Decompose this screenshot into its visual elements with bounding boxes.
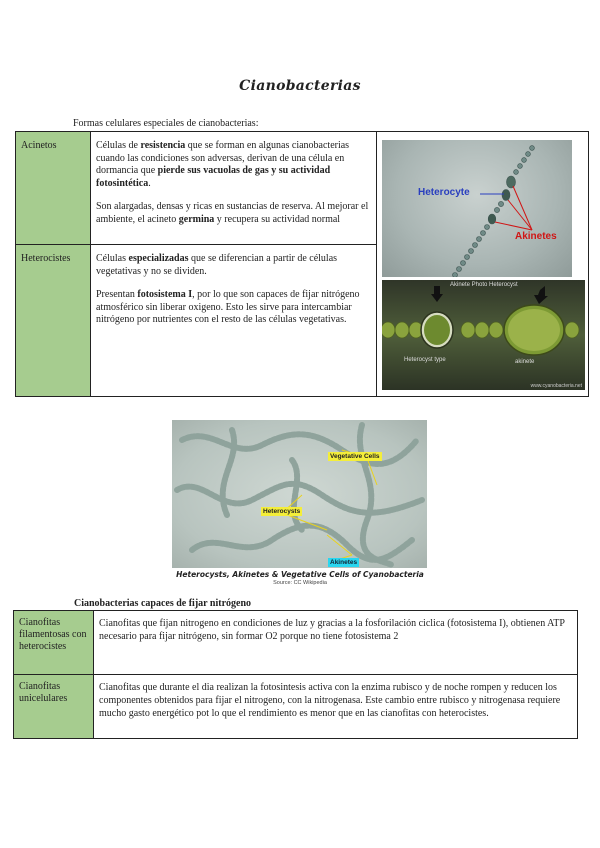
bold-run: germina — [178, 213, 215, 225]
bold-run: pierde sus vacuolas de gas y su actividad fotosintética — [96, 165, 331, 189]
row-text-heterocistes — [96, 253, 370, 338]
akinetes-label: Akinetes — [515, 231, 557, 242]
row-label-filamentosas: Cianofitas filamentosas con heterocistes — [19, 617, 87, 652]
row-text-filamentosas: Cianofitas que fijan nitrogeno en condiciones de luz y gracias a la fosforilación ciclica (fotosistema I), obtienen ATP necesario para fijar nitrógeno, sin formar O2 porque no tiene fotosistema 2 — [99, 618, 565, 642]
row-label-unicelulares: Cianofitas unicelulares — [19, 681, 68, 704]
row-text-acinetos — [96, 140, 370, 237]
text-run: Presentan — [96, 289, 138, 300]
cell-chain-illustration — [382, 280, 585, 390]
section-title: Cianobacterias capaces de fijar nitrógeno — [74, 598, 252, 609]
text-run: , por lo que son capaces de fijar nitrógeno atmosférico sin liberar oxigeno. Esto les sirve para intercambiar nitrógeno por nutrientes con el resto de las células vegetativas. — [96, 289, 360, 325]
section-subtitle: Formas celulares especiales de cianobacterias: — [73, 118, 259, 129]
text-run: Células de — [96, 140, 141, 151]
row-divider — [16, 244, 376, 245]
row-label-acinetos: Acinetos — [21, 140, 57, 151]
column-divider — [376, 132, 377, 396]
filament-illustration — [382, 140, 572, 277]
row-divider — [14, 674, 577, 675]
figure-caption: Heterocysts, Akinetes & Vegetative Cells of Cyanobacteria — [176, 570, 424, 579]
photo-top-label: Akinete Photo Heterocyst — [450, 282, 518, 288]
figure-source: Source: CC Wikipedia — [273, 580, 327, 586]
bold-run: fotosistema I — [137, 289, 193, 300]
photo-credit: www.cyanobacteria.net — [530, 383, 582, 389]
text-run: que se forman en algunas cianobacterias cuando las condiciones son adversas, derivan de una célula en dormancia que — [96, 140, 350, 176]
text-run: y recupera su actividad normal — [214, 213, 341, 225]
cyanobacteria-figure — [172, 420, 427, 568]
filaments-illustration — [172, 420, 427, 568]
nitrogen-fixing-table — [13, 610, 578, 739]
photo-right-label: akinete — [515, 359, 535, 365]
bold-run: especializadas — [128, 253, 189, 264]
text-run: Son alargadas, densas y ricas en sustancias de reserva. Al mejorar el ambiente, el acineto — [96, 201, 369, 225]
text-run: que se diferencian a partir de células vegetativas y no se dividen. — [96, 253, 338, 277]
photo-left-label: Heterocyst type — [404, 357, 446, 363]
page-title: Cianobacterias — [239, 78, 361, 94]
heterocysts-tag: Heterocysts — [263, 508, 301, 515]
row-label-heterocistes: Heterocistes — [21, 253, 71, 264]
bold-run: resistencia — [140, 140, 186, 151]
heterocyte-label: Heterocyte — [418, 187, 470, 198]
label-column — [16, 132, 91, 396]
heterocyst-akinete-photo — [382, 280, 585, 390]
vegetative-cells-tag: Vegetative Cells — [330, 453, 380, 460]
heterocyte-akinete-micrograph — [382, 140, 572, 277]
row-text-unicelulares: Cianofitas que durante el dia realizan la fotosintesis activa con la enzima rubisco y de noche rompen y reducen los componentes obtenidos para fijar el nitrogeno, con la nitrogenasa. Este cambio entre rubisco y nitrogenasa requiere mucho gasto energético pot lo que el rendimiento es menor que en las cianofitas con heterocistes. — [99, 682, 561, 719]
text-run: Células — [96, 253, 129, 264]
text-run: . — [148, 177, 151, 189]
akinetes-tag: Akinetes — [330, 559, 358, 566]
